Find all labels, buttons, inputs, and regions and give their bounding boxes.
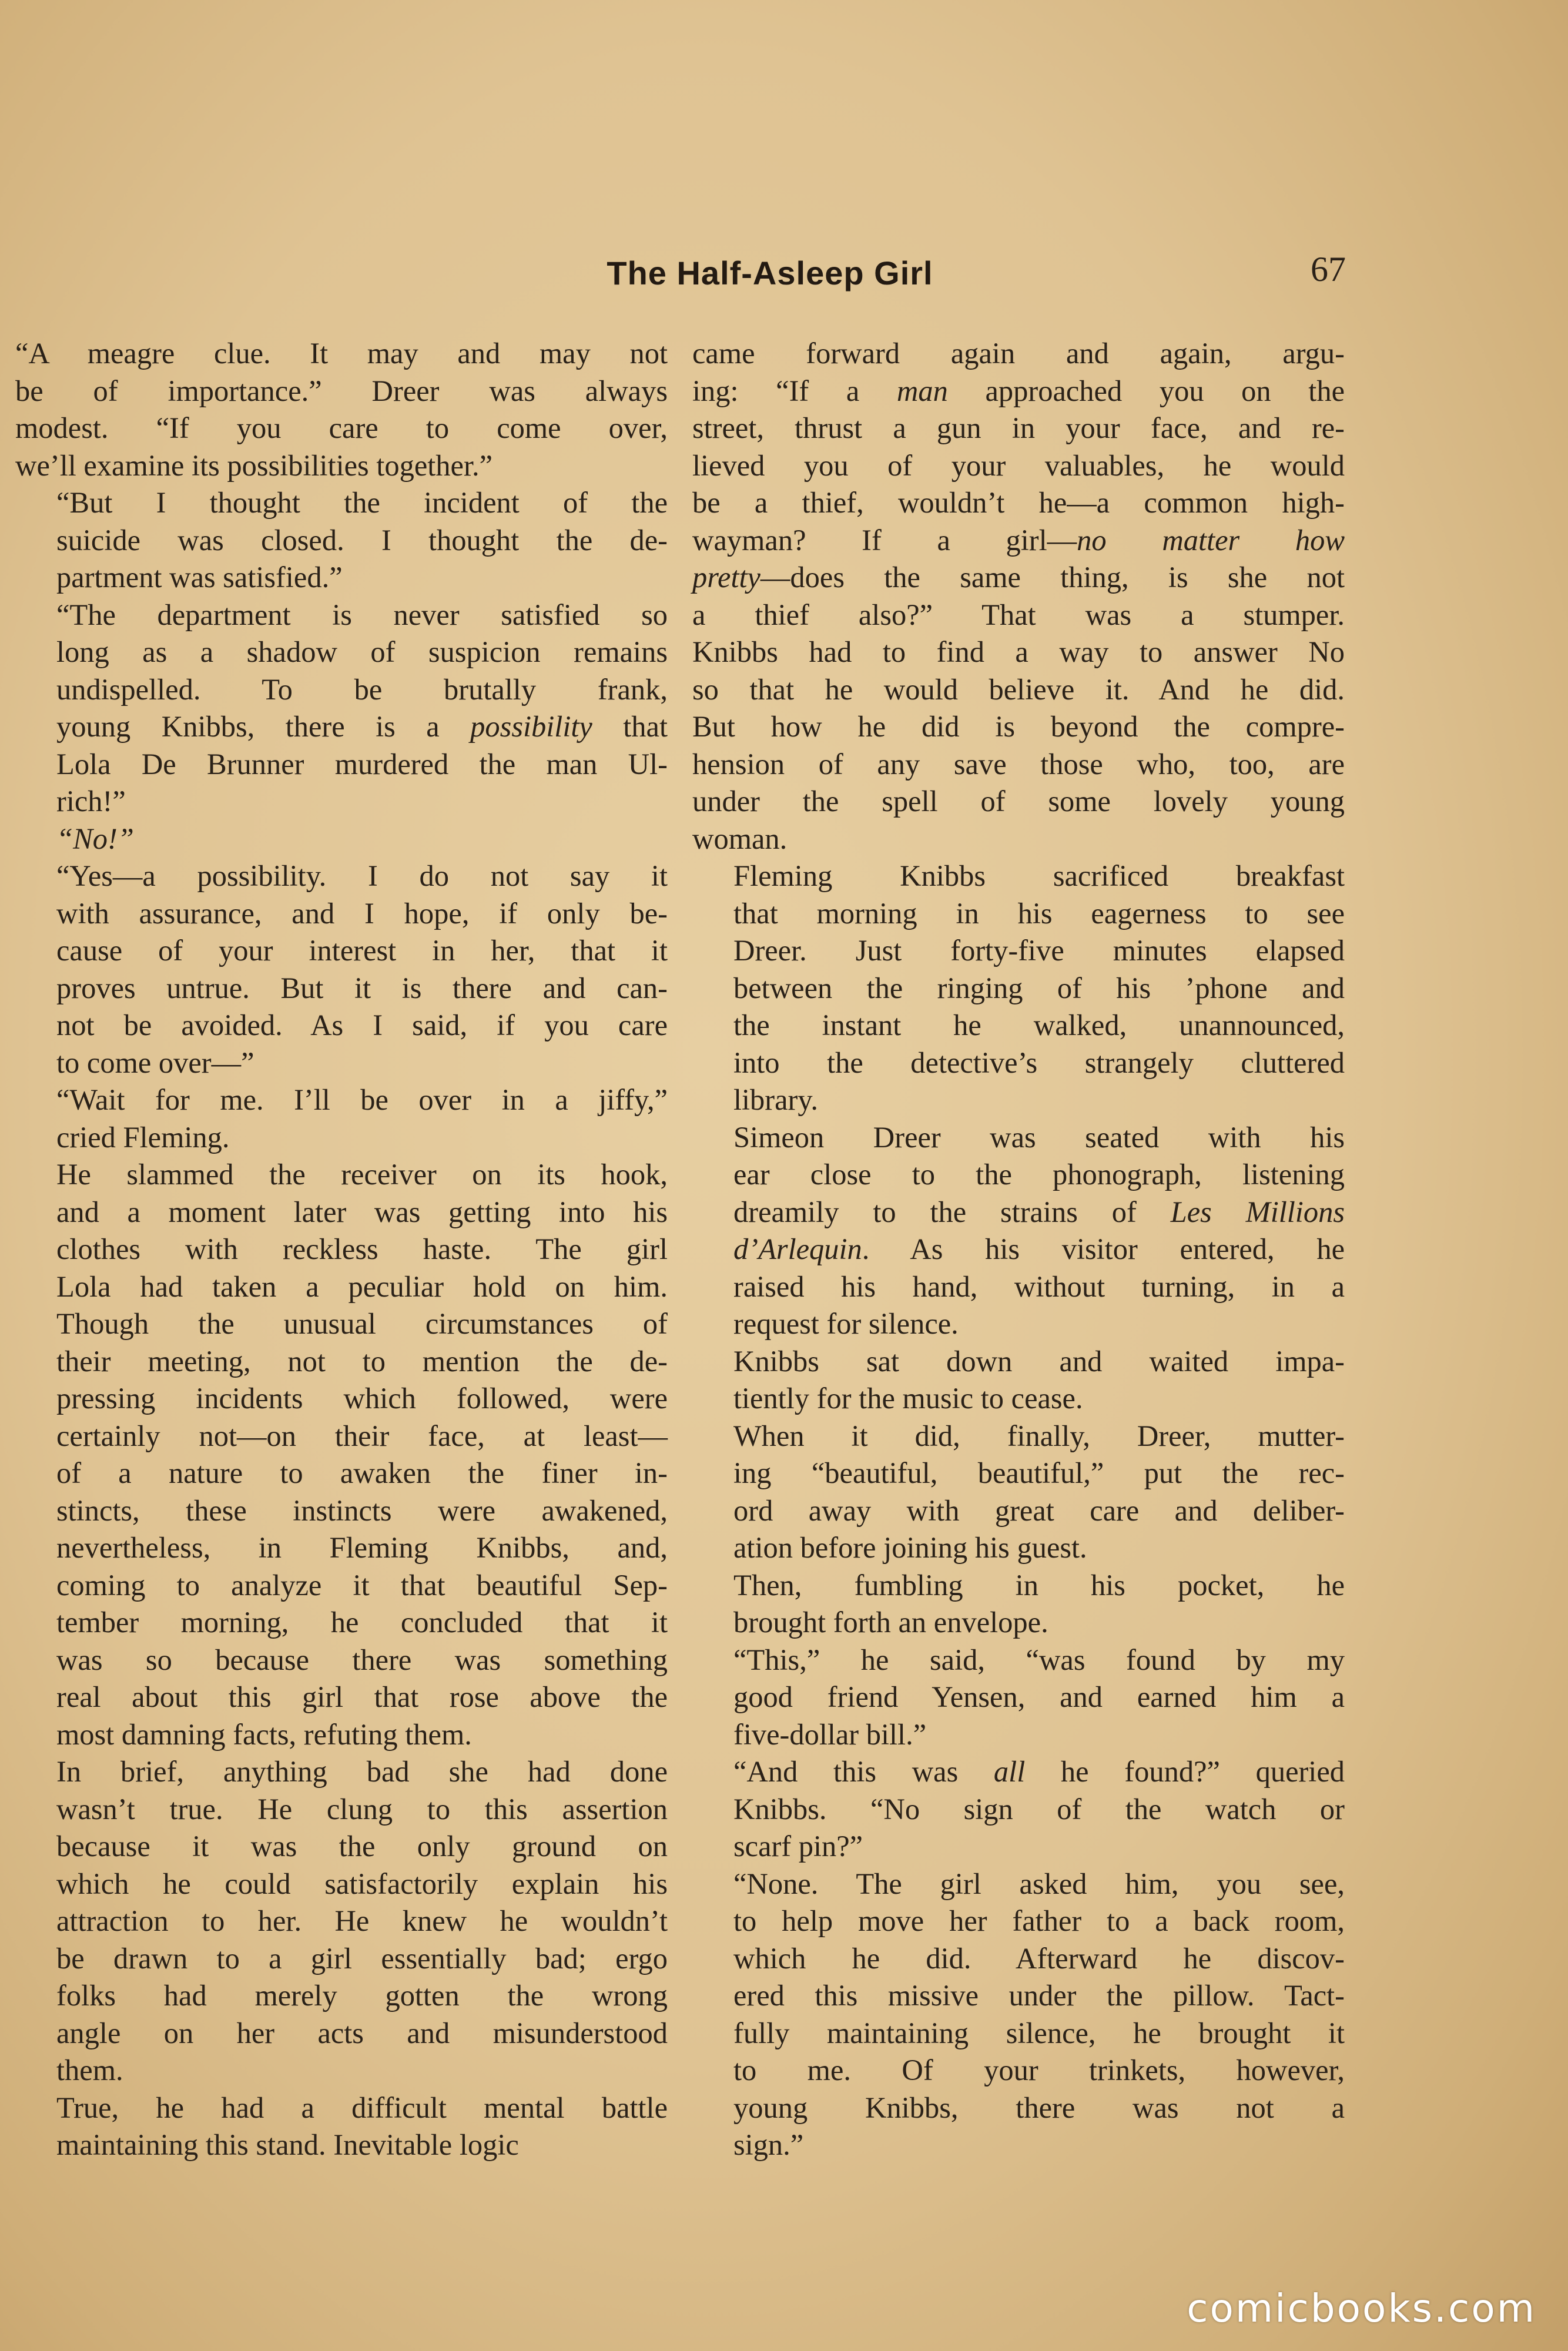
- paragraph: [15, 597, 668, 820]
- paragraph: [15, 1156, 668, 1753]
- text-line: nevertheless, in Fleming Knibbs, and,: [56, 1531, 668, 1564]
- text-line: because it was the only ground on: [56, 1830, 668, 1863]
- text-line: wasn’t true. He clung to this assertion: [56, 1792, 668, 1826]
- text-line: library.: [733, 1083, 818, 1116]
- text-line: with assurance, and I hope, if only be-: [56, 896, 668, 930]
- text-line: pretty—does the same thing, is she not: [692, 561, 1345, 594]
- text-line: Fleming Knibbs sacrificed breakfast: [733, 859, 1345, 892]
- text-line: “No!”: [56, 822, 134, 855]
- text-line: ear close to the phonograph, listening: [733, 1158, 1345, 1191]
- text-line: that morning in his eagerness to see: [733, 896, 1345, 930]
- text-line: which he could satisfactorily explain his: [56, 1867, 668, 1900]
- text-line: woman.: [692, 822, 788, 855]
- text-line: brought forth an envelope.: [733, 1606, 1048, 1639]
- text-line: young Knibbs, there was not a: [733, 2091, 1345, 2124]
- text-line: Lola had taken a peculiar hold on him.: [56, 1270, 668, 1303]
- paragraph: [15, 820, 668, 858]
- text-line: a thief also?” That was a stumper.: [692, 598, 1345, 631]
- text-line: coming to analyze it that beautiful Sep-: [56, 1568, 668, 1602]
- text-line: young Knibbs, there is a possibility that: [56, 710, 668, 743]
- text-line: stincts, these instincts were awakened,: [56, 1493, 668, 1527]
- text-line: “A meagre clue. It may and may not: [15, 337, 668, 370]
- running-header-title: The Half-Asleep Girl: [607, 254, 933, 292]
- text-line: came forward again and again, argu-: [692, 337, 1345, 370]
- paragraph: [692, 1418, 1345, 1567]
- paragraph: [692, 858, 1345, 1119]
- paragraph: [692, 1866, 1345, 2164]
- paragraph: [692, 1753, 1345, 1866]
- text-line: ered this missive under the pillow. Tact-: [733, 1979, 1345, 2012]
- text-line: scarf pin?”: [733, 1830, 863, 1863]
- text-line: Simeon Dreer was seated with his: [733, 1120, 1345, 1154]
- text-line: real about this girl that rose above the: [56, 1680, 668, 1713]
- paragraph: [692, 335, 1345, 858]
- text-line: But how he did is beyond the compre-: [692, 710, 1345, 743]
- text-line: attraction to her. He knew he wouldn’t: [56, 1904, 668, 1937]
- text-line: tember morning, he concluded that it: [56, 1606, 668, 1639]
- text-line: In brief, anything bad she had done: [56, 1755, 668, 1788]
- paragraph: [15, 1081, 668, 1156]
- left-text-column: [15, 335, 668, 2164]
- text-line: so that he would believe it. And he did.: [692, 672, 1345, 706]
- watermark-logo: comicbooks.com: [1187, 2286, 1536, 2331]
- text-line: He slammed the receiver on its hook,: [56, 1158, 668, 1191]
- text-line: which he did. Afterward he discov-: [733, 1941, 1345, 1975]
- paragraph: [692, 1343, 1345, 1418]
- text-line: angle on her acts and misunderstood: [56, 2016, 668, 2049]
- text-line: ation before joining his guest.: [733, 1531, 1087, 1564]
- text-line: undispelled. To be brutally frank,: [56, 672, 668, 706]
- text-line: modest. “If you care to come over,: [15, 411, 668, 444]
- text-line: “And this was all he found?” queried: [733, 1755, 1345, 1788]
- text-line: Lola De Brunner murdered the man Ul-: [56, 747, 668, 781]
- text-line: “Yes—a possibility. I do not say it: [56, 859, 668, 892]
- text-line: most damning facts, refuting them.: [56, 1717, 472, 1751]
- text-line: cause of your interest in her, that it: [56, 934, 668, 967]
- text-line: maintaining this stand. Inevitable logic: [56, 2128, 519, 2161]
- paragraph: [15, 2089, 668, 2164]
- text-line: between the ringing of his ’phone and: [733, 971, 1345, 1004]
- text-line: wayman? If a girl—no matter how: [692, 523, 1345, 557]
- text-line: into the detective’s strangely cluttered: [733, 1046, 1345, 1079]
- text-line: dreamily to the strains of Les Millions: [733, 1195, 1345, 1228]
- text-line: street, thrust a gun in your face, and re-: [692, 411, 1345, 444]
- text-line: Knibbs sat down and waited impa-: [733, 1344, 1345, 1378]
- text-line: suicide was closed. I thought the de-: [56, 523, 668, 557]
- text-line: True, he had a difficult mental battle: [56, 2091, 668, 2124]
- text-line: cried Fleming.: [56, 1120, 230, 1154]
- text-line: “Wait for me. I’ll be over in a jiffy,”: [56, 1083, 668, 1116]
- text-line: certainly not—on their face, at least—: [56, 1419, 668, 1452]
- text-line: to me. Of your trinkets, however,: [733, 2054, 1345, 2087]
- text-line: sign.”: [733, 2128, 804, 2161]
- text-line: to come over—”: [56, 1046, 254, 1079]
- text-line: hension of any save those who, too, are: [692, 747, 1345, 781]
- paragraph: [15, 1753, 668, 2089]
- text-line: fully maintaining silence, he brought it: [733, 2016, 1345, 2049]
- text-line: and a moment later was getting into his: [56, 1195, 668, 1228]
- text-line: ing “beautiful, beautiful,” put the rec-: [733, 1456, 1345, 1489]
- text-line: “But I thought the incident of the: [56, 486, 668, 519]
- text-line: partment was satisfied.”: [56, 561, 343, 594]
- text-line: “This,” he said, “was found by my: [733, 1643, 1345, 1676]
- text-line: Though the unusual circumstances of: [56, 1307, 668, 1340]
- text-line: ing: “If a man approached you on the: [692, 374, 1345, 407]
- text-line: Knibbs. “No sign of the watch or: [733, 1792, 1345, 1826]
- text-line: request for silence.: [733, 1307, 959, 1340]
- text-line: proves untrue. But it is there and can-: [56, 971, 668, 1004]
- text-line: we’ll examine its possibilities together.”: [15, 448, 493, 482]
- paragraph: [692, 1567, 1345, 1642]
- text-line: “None. The girl asked him, you see,: [733, 1867, 1345, 1900]
- text-line: “The department is never satisfied so: [56, 598, 668, 631]
- text-line: not be avoided. As I said, if you care: [56, 1009, 668, 1041]
- paragraph: [692, 1642, 1345, 1754]
- text-line: was so because there was something: [56, 1643, 668, 1676]
- text-line: pressing incidents which followed, were: [56, 1382, 668, 1415]
- paragraph: [692, 1119, 1345, 1343]
- text-line: rich!”: [56, 785, 126, 818]
- text-line: the instant he walked, unannounced,: [733, 1009, 1345, 1041]
- text-line: to help move her father to a back room,: [733, 1904, 1345, 1937]
- text-line: When it did, finally, Dreer, mutter-: [733, 1419, 1345, 1452]
- text-line: clothes with reckless haste. The girl: [56, 1233, 668, 1265]
- text-line: of a nature to awaken the finer in-: [56, 1456, 668, 1489]
- text-line: d’Arlequin. As his visitor entered, he: [733, 1233, 1345, 1265]
- text-line: under the spell of some lovely young: [692, 785, 1345, 818]
- text-line: be drawn to a girl essentially bad; ergo: [56, 1941, 668, 1975]
- text-line: long as a shadow of suspicion remains: [56, 635, 668, 668]
- text-line: Knibbs had to find a way to answer No: [692, 635, 1345, 668]
- paragraph: [15, 335, 668, 484]
- text-line: good friend Yensen, and earned him a: [733, 1680, 1345, 1713]
- text-line: raised his hand, without turning, in a: [733, 1270, 1345, 1303]
- text-line: Then, fumbling in his pocket, he: [733, 1568, 1345, 1602]
- text-line: them.: [56, 2054, 123, 2087]
- page-number: 67: [1311, 250, 1346, 289]
- text-line: ord away with great care and deliber-: [733, 1493, 1345, 1527]
- text-line: lieved you of your valuables, he would: [692, 448, 1345, 482]
- text-line: folks had merely gotten the wrong: [56, 1979, 668, 2012]
- text-line: their meeting, not to mention the de-: [56, 1344, 668, 1378]
- text-line: be of importance.” Dreer was always: [15, 374, 668, 407]
- right-text-column: [692, 335, 1345, 2164]
- paragraph: [15, 858, 668, 1081]
- text-line: tiently for the music to cease.: [733, 1382, 1083, 1415]
- text-line: five-dollar bill.”: [733, 1717, 927, 1751]
- paragraph: [15, 484, 668, 597]
- text-line: Dreer. Just forty-five minutes elapsed: [733, 934, 1345, 967]
- text-line: be a thief, wouldn’t he—a common high-: [692, 486, 1345, 519]
